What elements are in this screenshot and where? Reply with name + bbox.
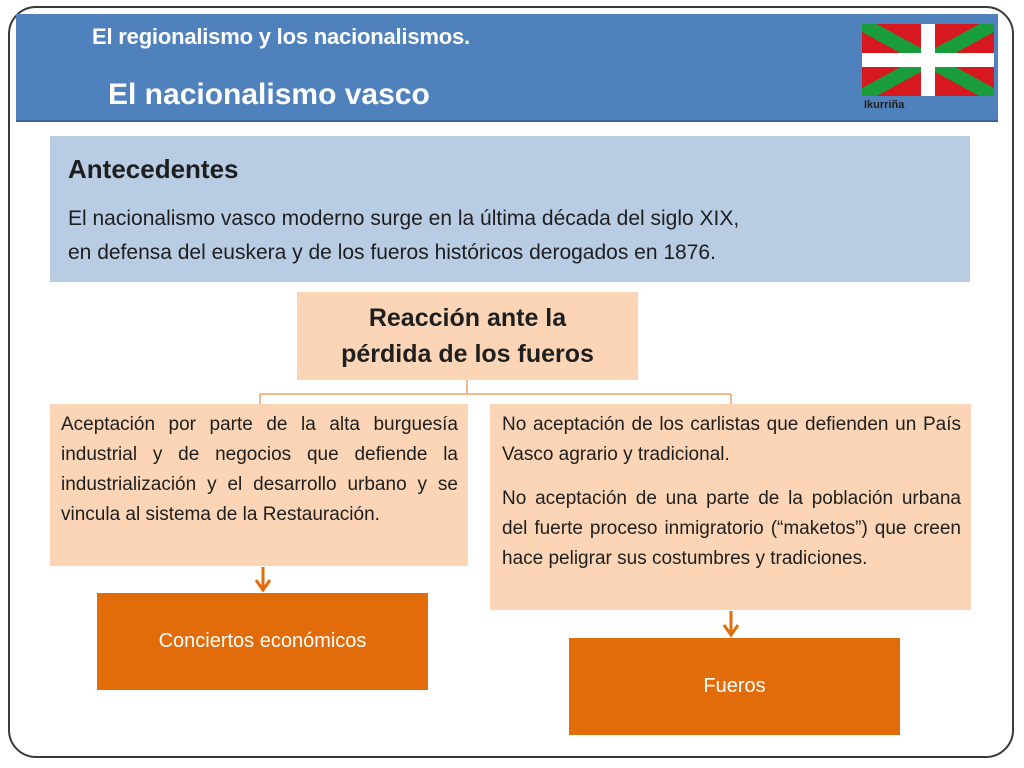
antecedentes-line-2: en defensa del euskera y de los fueros históricos derogados en 1876. <box>68 241 716 264</box>
antecedentes-heading: Antecedentes <box>68 154 239 184</box>
slide-subtitle: El regionalismo y los nacionalismos. <box>92 24 470 49</box>
outcome-fueros-box: Fueros <box>569 638 900 735</box>
flag-caption: Ikurriña <box>864 99 905 111</box>
rejection-urban-text: No aceptación de una parte de la población urbana del fuerte proceso inmigratorio (“maketos”) que creen hace peligrar sus costumbres y tradiciones. <box>502 488 961 569</box>
slide-title: El nacionalismo vasco <box>108 78 430 111</box>
reaction-box <box>297 292 638 380</box>
rejection-carlists-text: No aceptación de los carlistas que defienden un País Vasco agrario y tradicional. <box>502 414 961 465</box>
acceptance-box: Aceptación por parte de la alta burguesía industrial y de negocios que defiende la industrialización y el desarrollo urbano y se vincula al sistema de la Restauración. <box>50 404 468 566</box>
reaction-line-2: pérdida de los fueros <box>341 340 594 368</box>
outcome-conciertos-box: Conciertos económicos <box>97 593 428 690</box>
antecedentes-line-1: El nacionalismo vasco moderno surge en la última década del siglo XIX, <box>68 207 740 230</box>
rejection-box <box>490 404 971 610</box>
arrow-left-icon <box>256 567 270 590</box>
reaction-line-1: Reacción ante la <box>368 304 567 332</box>
arrow-right-icon <box>724 611 738 635</box>
